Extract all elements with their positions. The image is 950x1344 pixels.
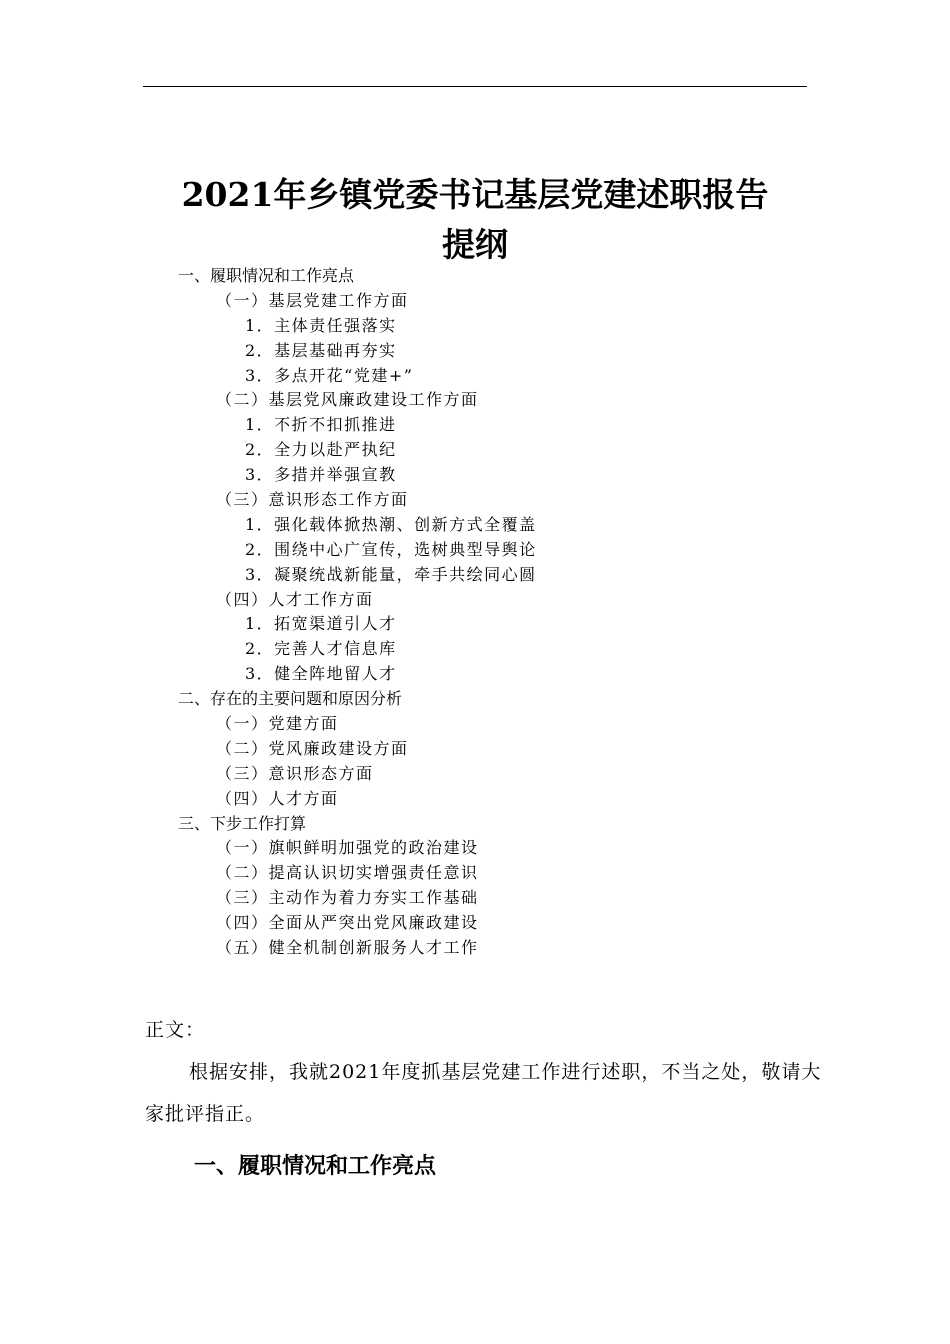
outline-list bbox=[0, 264, 950, 961]
outline-item-level-1: 二、存在的主要问题和原因分析 bbox=[178, 689, 403, 709]
title-line-1: 2021年乡镇党委书记基层党建述职报告 bbox=[181, 175, 769, 214]
outline-item-level-2: （三）意识形态工作方面 bbox=[216, 490, 409, 510]
outline-item-level-3: 2．基层基础再夯实 bbox=[245, 340, 397, 360]
outline-item-level-3: 3．凝聚统战新能量，牵手共绘同心圆 bbox=[245, 564, 537, 584]
outline-item-level-2: （三）意识形态方面 bbox=[216, 763, 374, 783]
outline-item-level-1: 一、履职情况和工作亮点 bbox=[178, 266, 355, 285]
outline-item-level-3: 3．多措并举强宣教 bbox=[245, 465, 397, 485]
outline-item-level-3: 3．健全阵地留人才 bbox=[245, 664, 397, 684]
outline-item-level-2: （四）人才工作方面 bbox=[216, 589, 374, 609]
title-line-2: 提纲 bbox=[442, 225, 508, 264]
outline-item-level-3: 2．围绕中心广宣传，选树典型导舆论 bbox=[245, 539, 537, 559]
outline-item-level-3: 1．主体责任强落实 bbox=[245, 315, 397, 335]
outline-item-level-2: （一）党建方面 bbox=[216, 714, 339, 734]
outline-item-level-1: 三、下步工作打算 bbox=[178, 813, 307, 833]
outline-item-level-2: （二）提高认识切实增强责任意识 bbox=[216, 863, 479, 883]
outline-item-level-3: 1．拓宽渠道引人才 bbox=[245, 614, 397, 634]
outline-item-level-2: （二）党风廉政建设方面 bbox=[216, 738, 409, 758]
intro-paragraph: 根据安排，我就2021年度抓基层党建工作进行述职，不当之处，敬请大家批评指正。 bbox=[145, 1061, 822, 1125]
document-title bbox=[143, 170, 807, 270]
body-label: 正文： bbox=[145, 1019, 206, 1041]
outline-item-level-2: （四）全面从严突出党风廉政建设 bbox=[216, 913, 479, 933]
section-heading: 一、履职情况和工作亮点 bbox=[194, 1154, 437, 1179]
outline-item-level-3: 3．多点开花“党建+” bbox=[245, 365, 414, 385]
outline-item-level-2: （一）基层党建工作方面 bbox=[216, 290, 409, 310]
header-rule bbox=[143, 86, 807, 87]
outline-item-level-2: （五）健全机制创新服务人才工作 bbox=[216, 938, 479, 958]
outline-item-level-3: 1．强化载体掀热潮、创新方式全覆盖 bbox=[245, 514, 537, 534]
outline-item-level-2: （二）基层党风廉政建设工作方面 bbox=[216, 390, 479, 410]
outline-item-level-2: （三）主动作为着力夯实工作基础 bbox=[216, 888, 479, 908]
outline-item-level-2: （一）旗帜鲜明加强党的政治建设 bbox=[216, 838, 479, 858]
outline-item-level-2: （四）人才方面 bbox=[216, 788, 339, 808]
outline-item-level-3: 2．全力以赴严执纪 bbox=[245, 440, 397, 460]
outline-item-level-3: 2．完善人才信息库 bbox=[245, 639, 397, 659]
outline-item-level-3: 1．不折不扣抓推进 bbox=[245, 415, 397, 435]
